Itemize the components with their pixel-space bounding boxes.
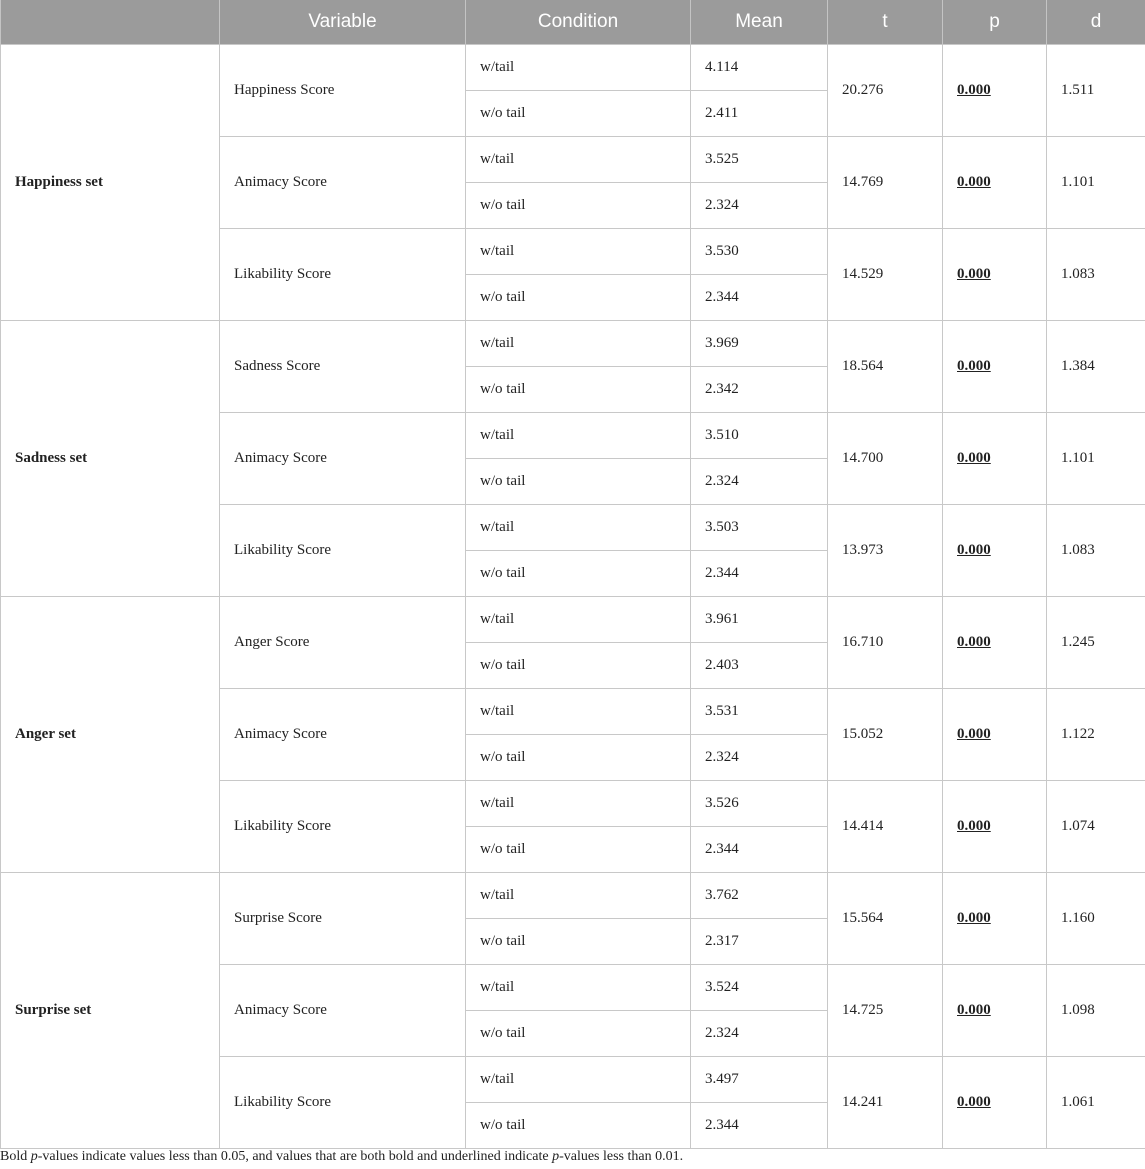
condition: w/tail — [466, 413, 691, 459]
variable-name: Animacy Score — [220, 413, 466, 505]
t-value: 15.564 — [828, 873, 943, 965]
header-t: t — [828, 0, 943, 45]
mean-value: 3.503 — [691, 505, 828, 551]
condition: w/o tail — [466, 735, 691, 781]
p-value: 0.000 — [957, 542, 991, 558]
set-label: Surprise set — [1, 873, 220, 1149]
mean-value: 2.344 — [691, 827, 828, 873]
condition: w/tail — [466, 505, 691, 551]
variable-name: Animacy Score — [220, 965, 466, 1057]
d-value: 1.061 — [1047, 1057, 1145, 1149]
header-d: d — [1047, 0, 1145, 45]
p-value-cell — [943, 137, 1047, 229]
p-value-cell — [943, 781, 1047, 873]
condition: w/tail — [466, 321, 691, 367]
mean-value: 3.497 — [691, 1057, 828, 1103]
p-value: 0.000 — [957, 910, 991, 926]
variable-name: Anger Score — [220, 597, 466, 689]
d-value: 1.101 — [1047, 137, 1145, 229]
condition: w/tail — [466, 1057, 691, 1103]
table-row — [1, 597, 1145, 643]
header-row — [1, 0, 1145, 45]
p-value: 0.000 — [957, 358, 991, 374]
mean-value: 3.510 — [691, 413, 828, 459]
header-p: p — [943, 0, 1047, 45]
condition: w/tail — [466, 137, 691, 183]
condition: w/o tail — [466, 1011, 691, 1057]
mean-value: 2.403 — [691, 643, 828, 689]
t-value: 14.414 — [828, 781, 943, 873]
p-value-cell — [943, 1057, 1047, 1149]
t-value: 14.725 — [828, 965, 943, 1057]
variable-name: Animacy Score — [220, 137, 466, 229]
condition: w/o tail — [466, 275, 691, 321]
t-value: 13.973 — [828, 505, 943, 597]
p-value: 0.000 — [957, 82, 991, 98]
table-row — [1, 321, 1145, 367]
d-value: 1.384 — [1047, 321, 1145, 413]
set-label: Anger set — [1, 597, 220, 873]
condition: w/tail — [466, 229, 691, 275]
mean-value: 2.342 — [691, 367, 828, 413]
footnote-p-italic: p — [30, 1149, 38, 1164]
mean-value: 2.344 — [691, 1103, 828, 1149]
mean-value: 3.531 — [691, 689, 828, 735]
condition: w/tail — [466, 597, 691, 643]
mean-value: 2.324 — [691, 183, 828, 229]
table-footnote — [0, 1149, 683, 1165]
mean-value: 2.324 — [691, 735, 828, 781]
header-mean: Mean — [691, 0, 828, 45]
p-value-cell — [943, 413, 1047, 505]
d-value: 1.101 — [1047, 413, 1145, 505]
p-value-cell — [943, 505, 1047, 597]
p-value: 0.000 — [957, 818, 991, 834]
p-value-cell — [943, 965, 1047, 1057]
p-value: 0.000 — [957, 174, 991, 190]
t-value: 18.564 — [828, 321, 943, 413]
condition: w/tail — [466, 45, 691, 91]
mean-value: 3.961 — [691, 597, 828, 643]
t-value: 14.529 — [828, 229, 943, 321]
mean-value: 2.344 — [691, 275, 828, 321]
footnote-suffix: -values less than 0.01. — [559, 1149, 684, 1164]
condition: w/o tail — [466, 459, 691, 505]
mean-value: 3.762 — [691, 873, 828, 919]
set-label: Happiness set — [1, 45, 220, 321]
d-value: 1.511 — [1047, 45, 1145, 137]
footnote-middle: -values indicate values less than 0.05, and values that are both bold and underlined indicate — [37, 1149, 553, 1164]
mean-value: 4.114 — [691, 45, 828, 91]
t-value: 14.700 — [828, 413, 943, 505]
condition: w/o tail — [466, 367, 691, 413]
mean-value: 3.524 — [691, 965, 828, 1011]
mean-value: 2.411 — [691, 91, 828, 137]
d-value: 1.083 — [1047, 229, 1145, 321]
mean-value: 3.530 — [691, 229, 828, 275]
mean-value: 3.526 — [691, 781, 828, 827]
variable-name: Happiness Score — [220, 45, 466, 137]
condition: w/o tail — [466, 91, 691, 137]
condition: w/o tail — [466, 1103, 691, 1149]
p-value-cell — [943, 597, 1047, 689]
p-value: 0.000 — [957, 726, 991, 742]
footnote-prefix: Bold — [0, 1149, 31, 1164]
condition: w/o tail — [466, 643, 691, 689]
variable-name: Likability Score — [220, 229, 466, 321]
variable-name: Likability Score — [220, 1057, 466, 1149]
variable-name: Surprise Score — [220, 873, 466, 965]
p-value-cell — [943, 45, 1047, 137]
mean-value: 2.324 — [691, 1011, 828, 1057]
p-value-cell — [943, 873, 1047, 965]
table-body — [1, 45, 1145, 1149]
table-row — [1, 45, 1145, 91]
condition: w/o tail — [466, 551, 691, 597]
mean-value: 3.969 — [691, 321, 828, 367]
mean-value: 2.344 — [691, 551, 828, 597]
variable-name: Likability Score — [220, 505, 466, 597]
footnote-p-italic-2: p — [552, 1149, 560, 1164]
p-value: 0.000 — [957, 1002, 991, 1018]
mean-value: 3.525 — [691, 137, 828, 183]
condition: w/tail — [466, 781, 691, 827]
condition: w/o tail — [466, 827, 691, 873]
d-value: 1.245 — [1047, 597, 1145, 689]
condition: w/o tail — [466, 919, 691, 965]
variable-name: Sadness Score — [220, 321, 466, 413]
d-value: 1.160 — [1047, 873, 1145, 965]
header-set — [1, 0, 220, 45]
header-variable: Variable — [220, 0, 466, 45]
d-value: 1.122 — [1047, 689, 1145, 781]
t-value: 15.052 — [828, 689, 943, 781]
condition: w/tail — [466, 965, 691, 1011]
condition: w/tail — [466, 689, 691, 735]
table-row — [1, 873, 1145, 919]
set-label: Sadness set — [1, 321, 220, 597]
d-value: 1.098 — [1047, 965, 1145, 1057]
p-value-cell — [943, 229, 1047, 321]
variable-name: Likability Score — [220, 781, 466, 873]
t-value: 16.710 — [828, 597, 943, 689]
d-value: 1.083 — [1047, 505, 1145, 597]
p-value: 0.000 — [957, 450, 991, 466]
t-value: 20.276 — [828, 45, 943, 137]
d-value: 1.074 — [1047, 781, 1145, 873]
p-value: 0.000 — [957, 634, 991, 650]
p-value-cell — [943, 689, 1047, 781]
p-value-cell — [943, 321, 1047, 413]
mean-value: 2.324 — [691, 459, 828, 505]
t-value: 14.769 — [828, 137, 943, 229]
mean-value: 2.317 — [691, 919, 828, 965]
header-condition: Condition — [466, 0, 691, 45]
p-value: 0.000 — [957, 266, 991, 282]
condition: w/o tail — [466, 183, 691, 229]
t-value: 14.241 — [828, 1057, 943, 1149]
condition: w/tail — [466, 873, 691, 919]
variable-name: Animacy Score — [220, 689, 466, 781]
p-value: 0.000 — [957, 1094, 991, 1110]
